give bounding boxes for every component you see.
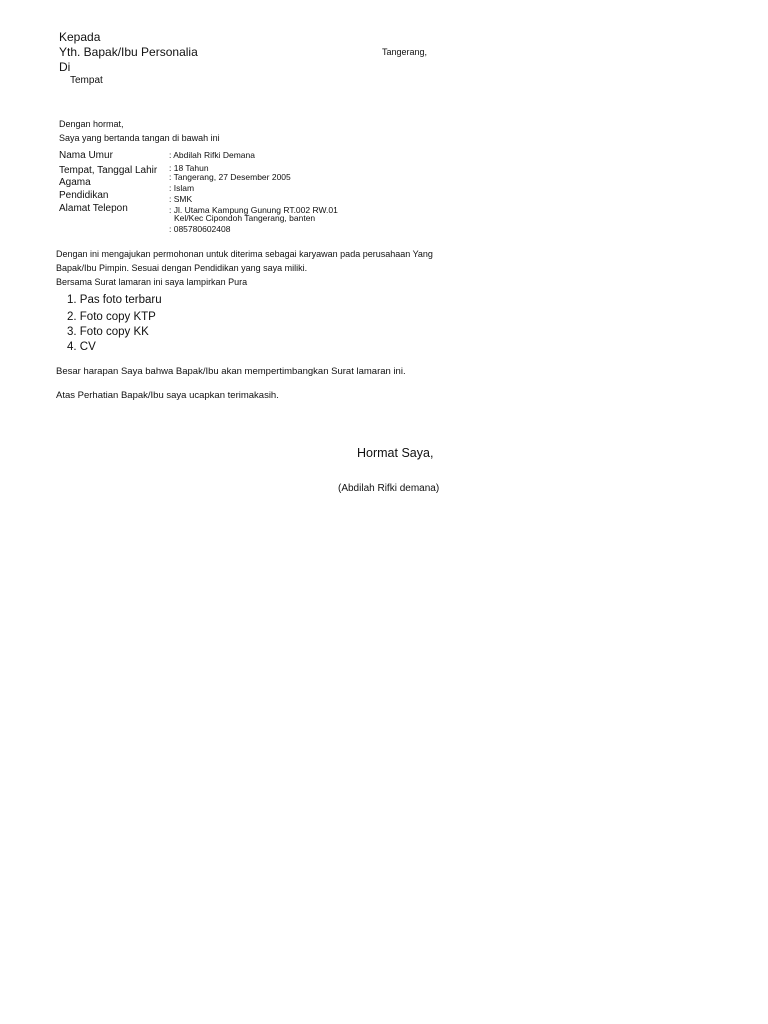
header-at: Di <box>59 60 71 74</box>
label-alamat-telepon: Alamat Telepon <box>59 203 128 214</box>
value-alamat-line2: Kel/Kec Cipondoh Tangerang, banten <box>174 213 316 223</box>
attachment-item: 3. Foto copy KK <box>67 326 149 338</box>
closing-thanks: Atas Perhatian Bapak/Ibu saya ucapkan terimakasih. <box>56 390 279 401</box>
body-line-1: Dengan ini mengajukan permohonan untuk diterima sebagai karyawan pada perusahaan Yang <box>56 249 433 259</box>
label-pendidikan: Pendidikan <box>59 190 109 201</box>
label-ttl: Tempat, Tanggal Lahir <box>59 165 158 176</box>
attachment-item: 4. CV <box>67 341 96 353</box>
header-to: Kepada <box>59 30 101 44</box>
body-line-2: Bapak/Ibu Pimpin. Sesuai dengan Pendidikan yang saya miliki. <box>56 263 308 273</box>
closing-regards: Hormat Saya, <box>357 446 434 460</box>
closing-hope: Besar harapan Saya bahwa Bapak/Ibu akan mempertimbangkan Surat lamaran ini. <box>56 366 406 377</box>
value-alamat-line1: : Jl. Utama Kampung Gunung RT.002 RW.01 <box>169 205 338 215</box>
body-line-3: Bersama Surat lamaran ini saya lampirkan Pura <box>56 277 248 287</box>
header-recipient: Yth. Bapak/Ibu Personalia <box>59 45 198 59</box>
header-date-place: Tangerang, <box>382 47 428 57</box>
value-pendidikan: : SMK <box>169 194 193 204</box>
intro-text: Saya yang bertanda tangan di bawah ini <box>59 133 220 143</box>
label-nama-umur: Nama Umur <box>59 150 113 161</box>
attachment-item: 2. Foto copy KTP <box>67 311 156 323</box>
label-agama: Agama <box>59 177 91 188</box>
value-umur: : 18 Tahun <box>169 163 209 173</box>
header-place: Tempat <box>70 75 103 86</box>
signature-name: (Abdilah Rifki demana) <box>338 483 440 494</box>
value-nama: : Abdilah Rifki Demana <box>169 150 255 160</box>
value-ttl: : Tangerang, 27 Desember 2005 <box>169 172 291 182</box>
value-agama: : Islam <box>169 183 195 193</box>
value-telepon: : 085780602408 <box>169 224 231 234</box>
attachment-item: 1. Pas foto terbaru <box>67 294 162 306</box>
salutation: Dengan hormat, <box>59 119 124 129</box>
